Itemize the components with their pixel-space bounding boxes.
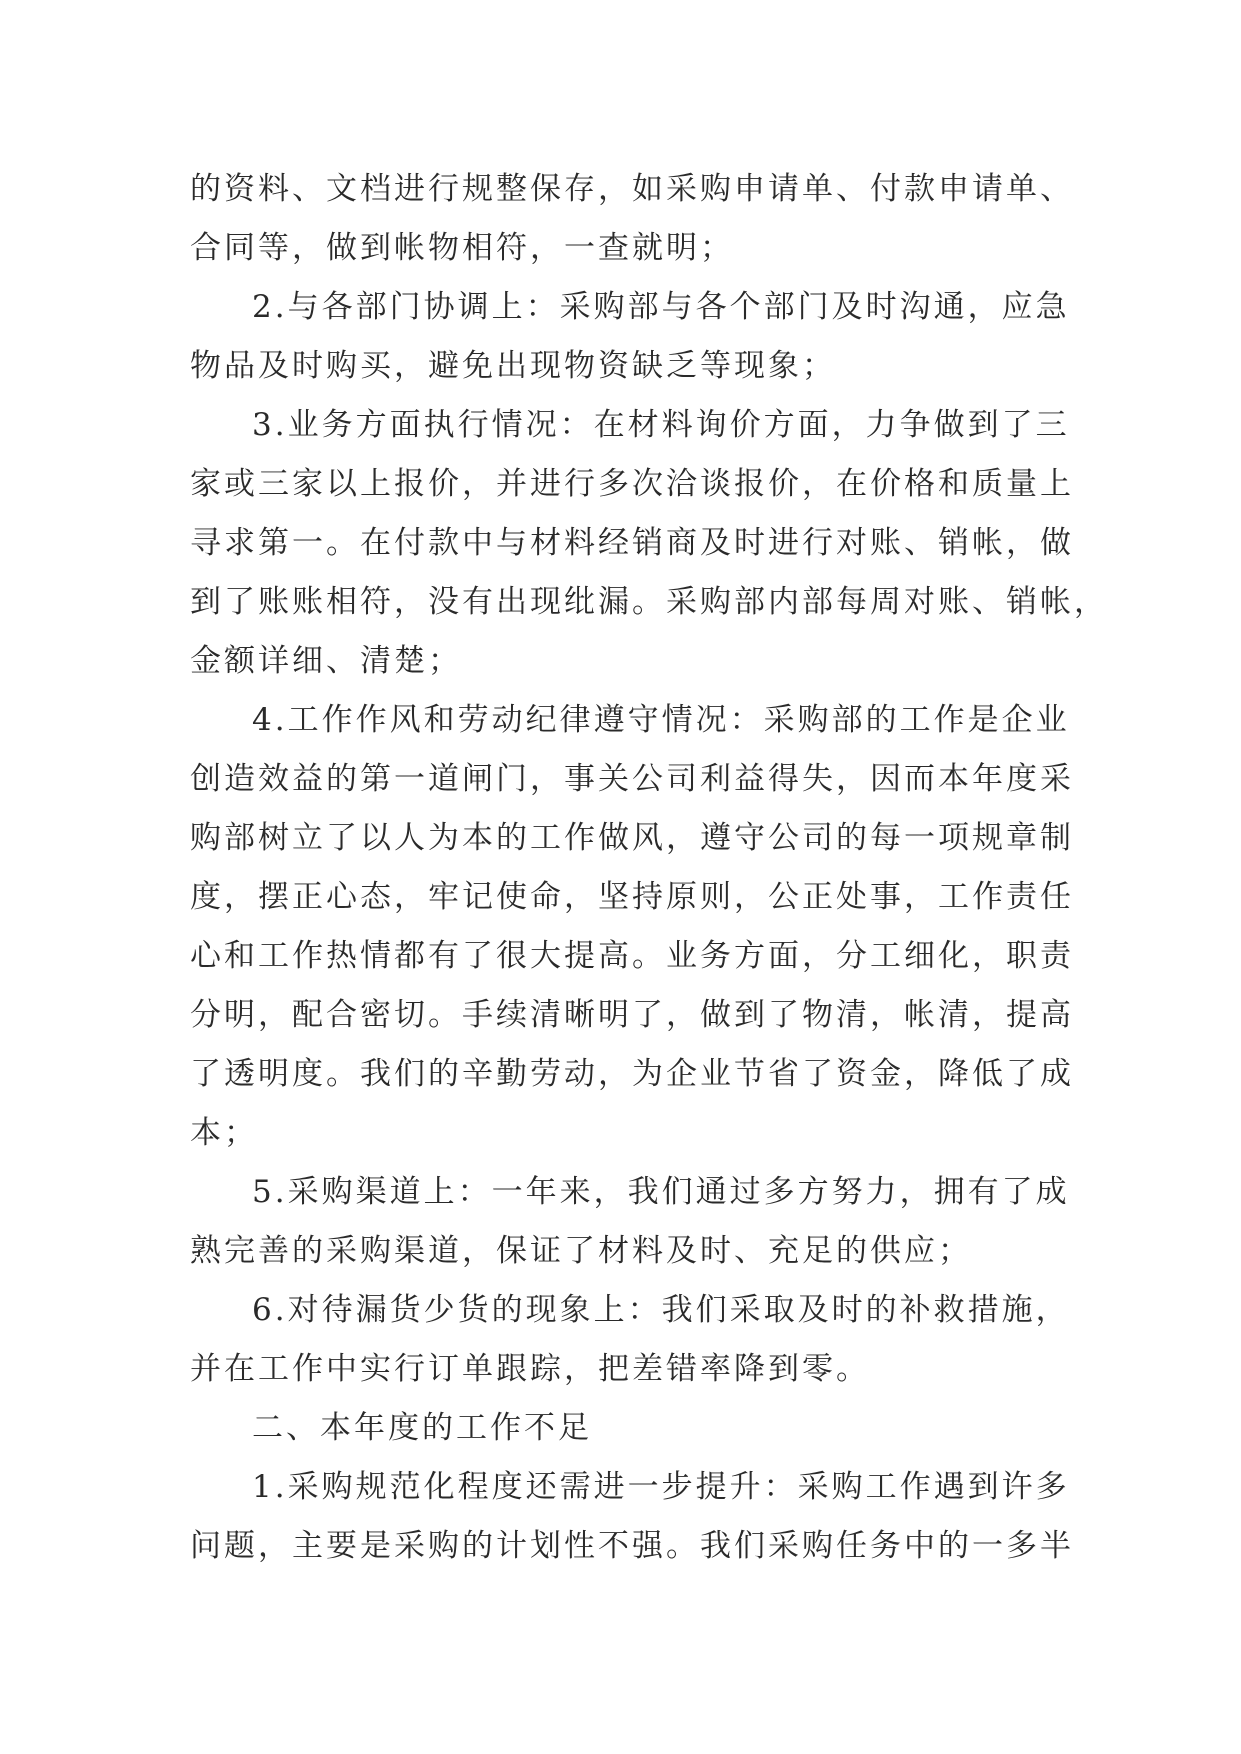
text-line: 问题，主要是采购的计划性不强。我们采购任务中的一多半 [190,1528,1074,1564]
text-line: 熟完善的采购渠道，保证了材料及时、充足的供应； [190,1233,972,1269]
text-line: 物品及时购买，避免出现物资缺乏等现象； [190,348,836,384]
text-line: 并在工作中实行订单跟踪，把差错率降到零。 [190,1351,870,1387]
text-line: 本； [190,1115,258,1151]
text-line: 6.对待漏货少货的现象上：我们采取及时的补救措施， [252,1292,1070,1328]
text-line: 度，摆正心态，牢记使命，坚持原则，公正处事，工作责任 [190,879,1074,915]
text-line: 的资料、文档进行规整保存，如采购申请单、付款申请单、 [190,171,1074,207]
text-line: 3.业务方面执行情况：在材料询价方面，力争做到了三 [252,407,1070,443]
text-line: 家或三家以上报价，并进行多次洽谈报价，在价格和质量上 [190,466,1074,502]
text-line: 1.采购规范化程度还需进一步提升：采购工作遇到许多 [252,1469,1070,1505]
text-line: 5.采购渠道上：一年来，我们通过多方努力，拥有了成 [252,1174,1070,1210]
text-line: 合同等，做到帐物相符，一查就明； [190,230,734,266]
text-line: 心和工作热情都有了很大提高。业务方面，分工细化，职责 [190,938,1074,974]
text-line: 2.与各部门协调上：采购部与各个部门及时沟通，应急 [252,289,1070,325]
body-text [190,160,1108,1576]
text-line: 分明，配合密切。手续清晰明了，做到了物清，帐清，提高 [190,997,1074,1033]
text-line: 了透明度。我们的辛勤劳动，为企业节省了资金，降低了成 [190,1056,1074,1092]
text-line: 购部树立了以人为本的工作做风，遵守公司的每一项规章制 [190,820,1074,856]
text-line: 4.工作作风和劳动纪律遵守情况：采购部的工作是企业 [252,702,1070,738]
section-heading: 二、本年度的工作不足 [252,1410,592,1446]
text-line: 寻求第一。在付款中与材料经销商及时进行对账、销帐，做 [190,525,1074,561]
text-line: 金额详细、清楚； [190,643,462,679]
text-line: 到了账账相符，没有出现纰漏。采购部内部每周对账、销帐， [190,584,1108,620]
text-line: 创造效益的第一道闸门，事关公司利益得失，因而本年度采 [190,761,1074,797]
